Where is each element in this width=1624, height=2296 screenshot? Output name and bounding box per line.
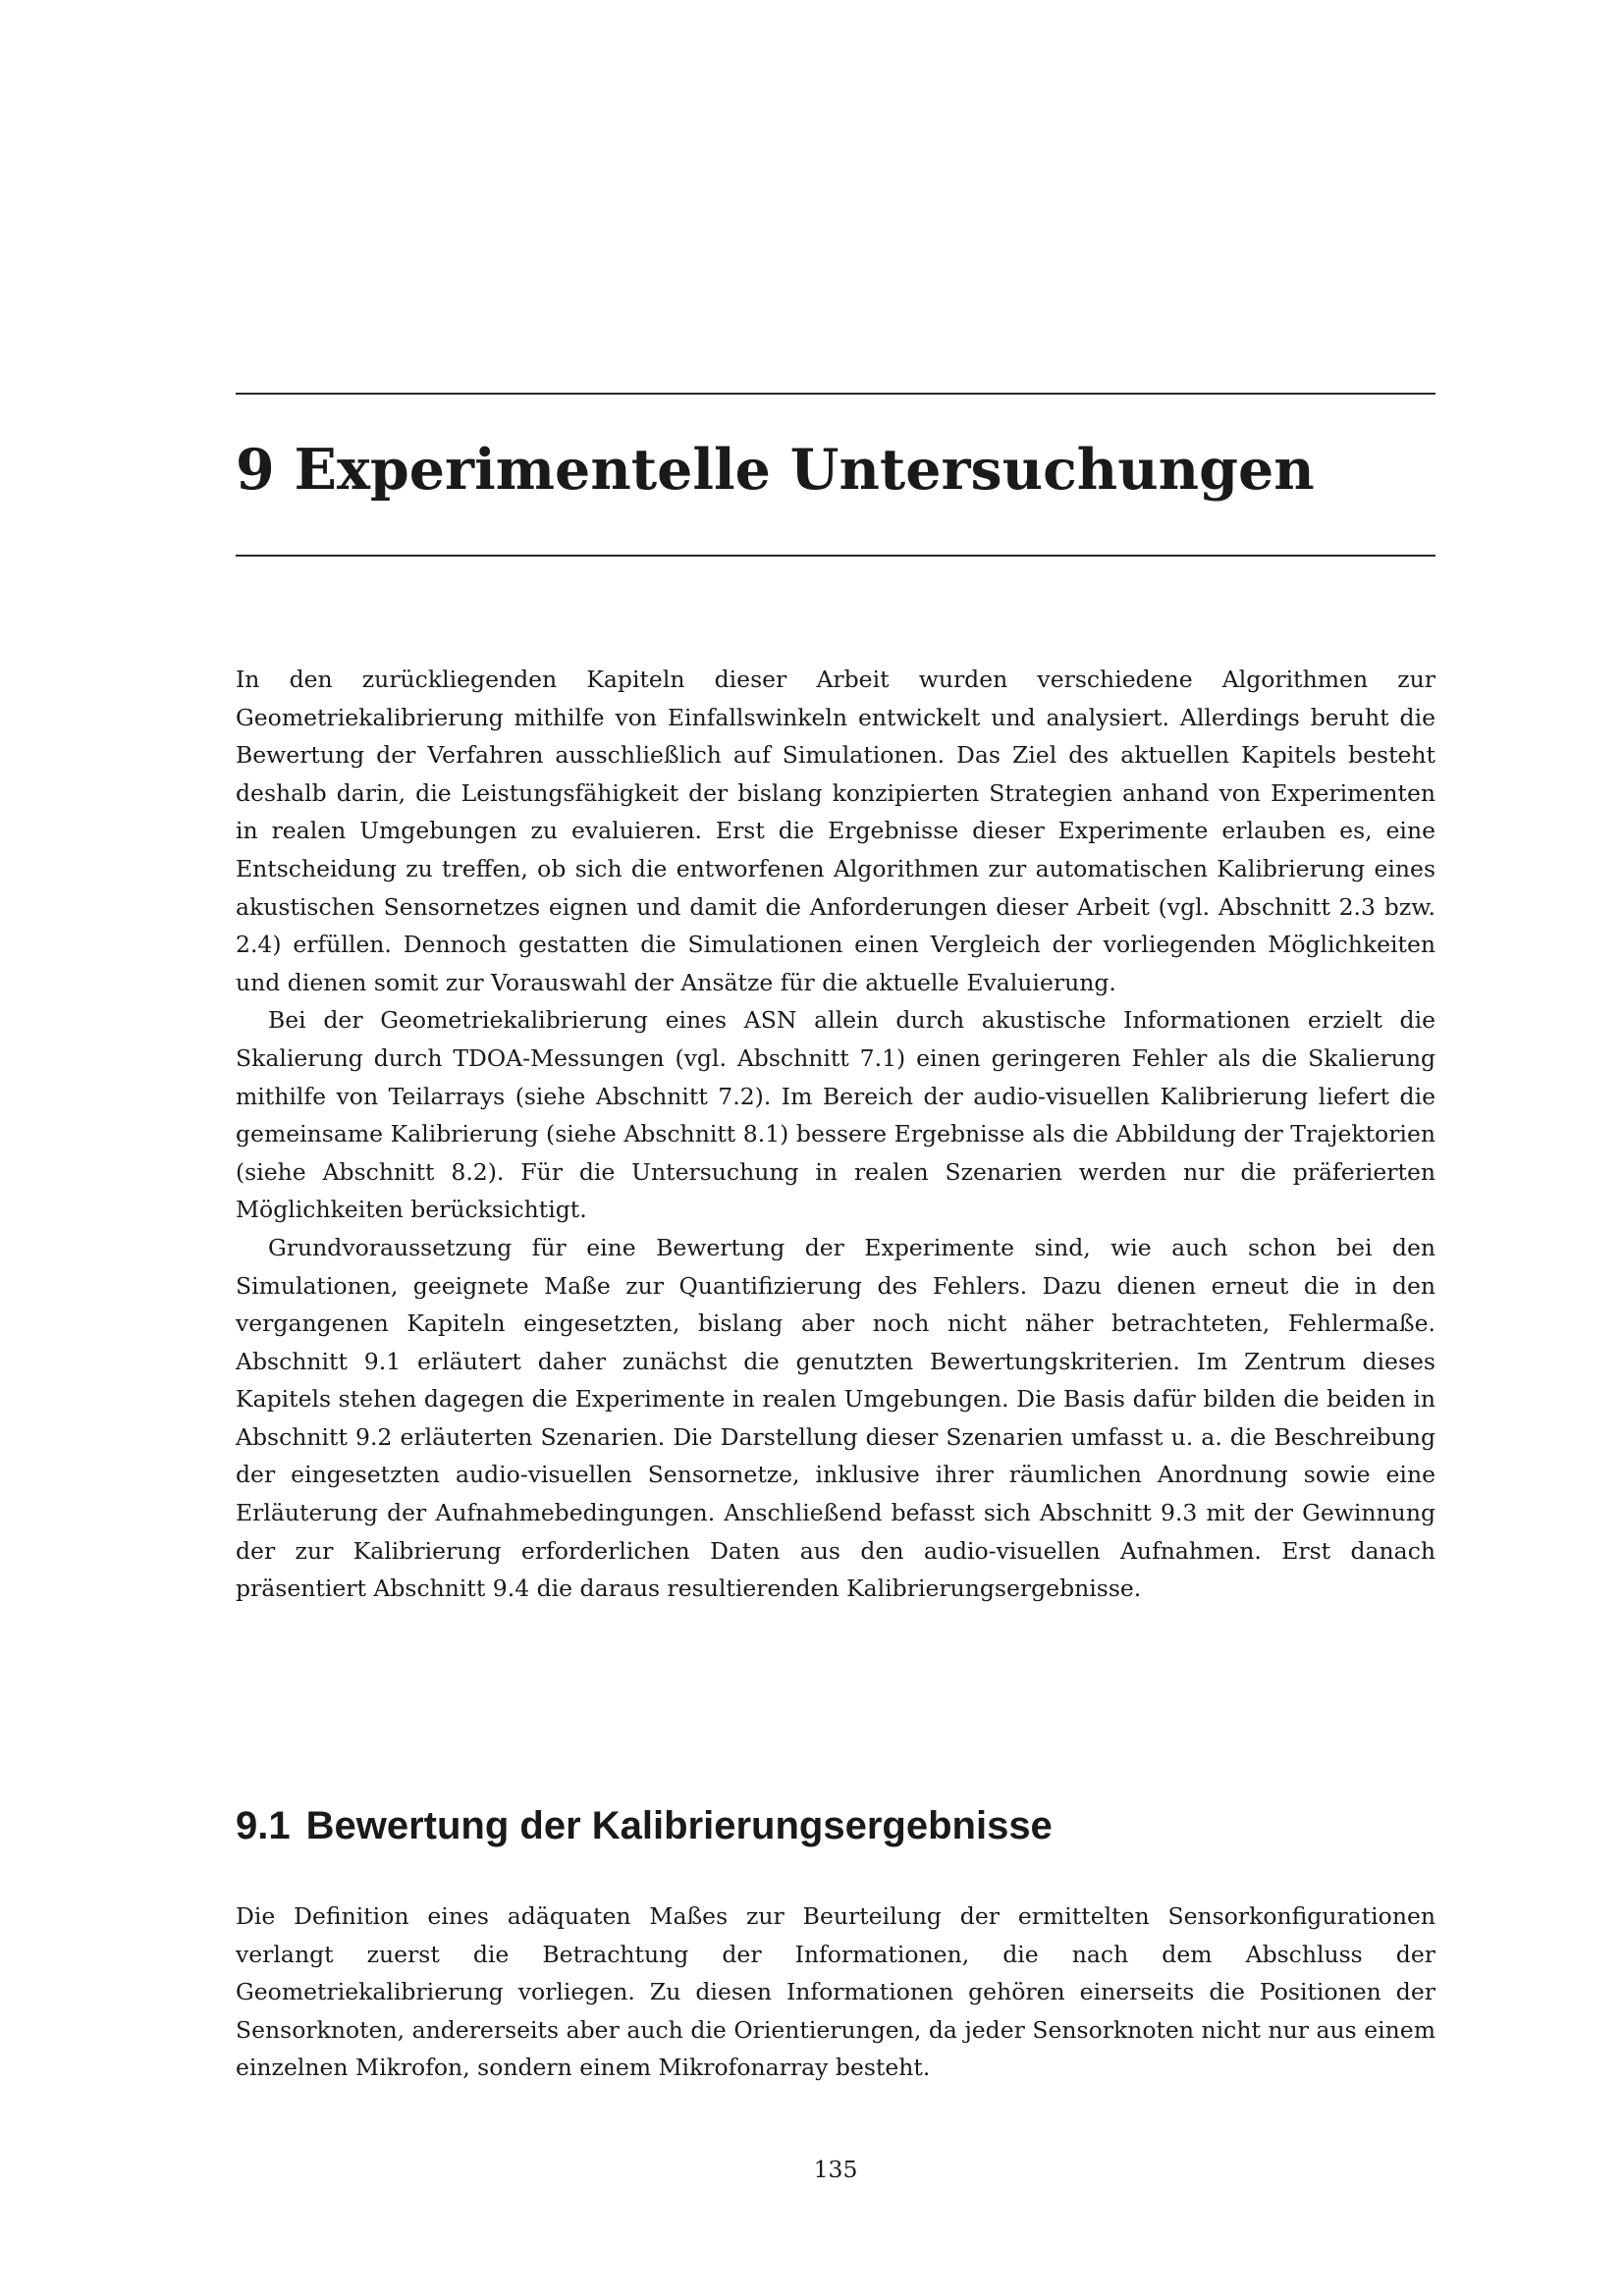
- section-title: Bewertung der Kalibrierungsergebnisse: [305, 1804, 1053, 1847]
- document-page: [236, 0, 1435, 2296]
- intro-paragraph: Bei der Geometriekalibrierung eines ASN allein durch akustische Informationen erzielt die Skalierung durch TDOA-Messungen (vgl. Abschnitt 7.1) einen geringeren Fehler als die Skalierung mithilfe von Teilarrays (siehe Abschnitt 7.2). Im Bereich der audio-visuellen Kalibrierung liefert die gemeinsame Kalibrierung (siehe Abschnitt 8.1) bessere Ergebnisse als die Abbildung der Trajektorien (siehe Abschnitt 8.2). Für die Untersuchung in realen Szenarien werden nur die präferierten Möglichkeiten berücksichtigt.: [236, 1006, 1435, 1224]
- section-number: 9.1: [236, 1804, 291, 1847]
- intro-paragraph: Grundvoraussetzung für eine Bewertung der Experimente sind, wie auch schon bei den Simulationen, geeignete Maße zur Quantifizierung des Fehlers. Dazu dienen erneut die in den vergangenen Kapiteln eingesetzten, bislang aber noch nicht näher betrachteten, Fehlermaße. Abschnitt 9.1 erläutert daher zunächst die genutzten Bewertungskriterien. Im Zentrum dieses Kapitels stehen dagegen die Experimente in realen Umgebungen. Die Basis dafür bilden die beiden in Abschnitt 9.2 erläuterten Szenarien. Die Darstellung dieser Szenarien umfasst u. a. die Beschreibung der eingesetzten audio-visuellen Sensornetze, inklusive ihrer räumlichen Anordnung sowie eine Erläuterung der Aufnahmebedingungen. Anschließend befasst sich Abschnitt 9.3 mit der Gewinnung der zur Kalibrierung erforderlichen Daten aus den audio-visuellen Aufnahmen. Erst danach präsentiert Abschnitt 9.4 die daraus resultierenden Kalibrierungsergebnisse.: [236, 1233, 1435, 1603]
- page-number: 135: [813, 2156, 858, 2183]
- section-heading: [236, 1799, 1053, 1852]
- intro-paragraph: In den zurückliegenden Kapiteln dieser Arbeit wurden verschiedene Algorithmen zur Geometriekalibrierung mithilfe von Einfallswinkeln entwickelt und analysiert. Allerdings beruht die Bewertung der Verfahren ausschließlich auf Simulationen. Das Ziel des aktuellen Kapitels besteht deshalb darin, die Leistungsfähigkeit der bislang konzipierten Strategien anhand von Experimenten in realen Umgebungen zu evaluieren. Erst die Ergebnisse dieser Experimente erlauben es, eine Entscheidung zu treffen, ob sich die entworfenen Algorithmen zur automatischen Kalibrierung eines akustischen Sensornetzes eignen und damit die Anforderungen dieser Arbeit (vgl. Abschnitt 2.3 bzw. 2.4) erfüllen. Dennoch gestatten die Simulationen einen Vergleich der vorliegenden Möglichkeiten und dienen somit zur Vorauswahl der Ansätze für die aktuelle Evaluierung.: [236, 666, 1435, 996]
- chapter-title: 9 Experimentelle Untersuchungen: [236, 437, 1315, 503]
- chapter-bottom-rule: [236, 555, 1435, 557]
- chapter-top-rule: [236, 393, 1435, 395]
- section-body: [236, 1897, 1435, 2087]
- section-paragraph: Die Definition eines adäquaten Maßes zur Beurteilung der ermittelten Sensorkonfigurationen verlangt zuerst die Betrachtung der Informationen, die nach dem Abschluss der Geometriekalibrierung vorliegen. Zu diesen Informationen gehören einerseits die Positionen der Sensorknoten, andererseits aber auch die Orientierungen, da jeder Sensorknoten nicht nur aus einem einzelnen Mikrofon, sondern einem Mikrofonarray besteht.: [236, 1902, 1435, 2082]
- chapter-intro: [236, 661, 1435, 1608]
